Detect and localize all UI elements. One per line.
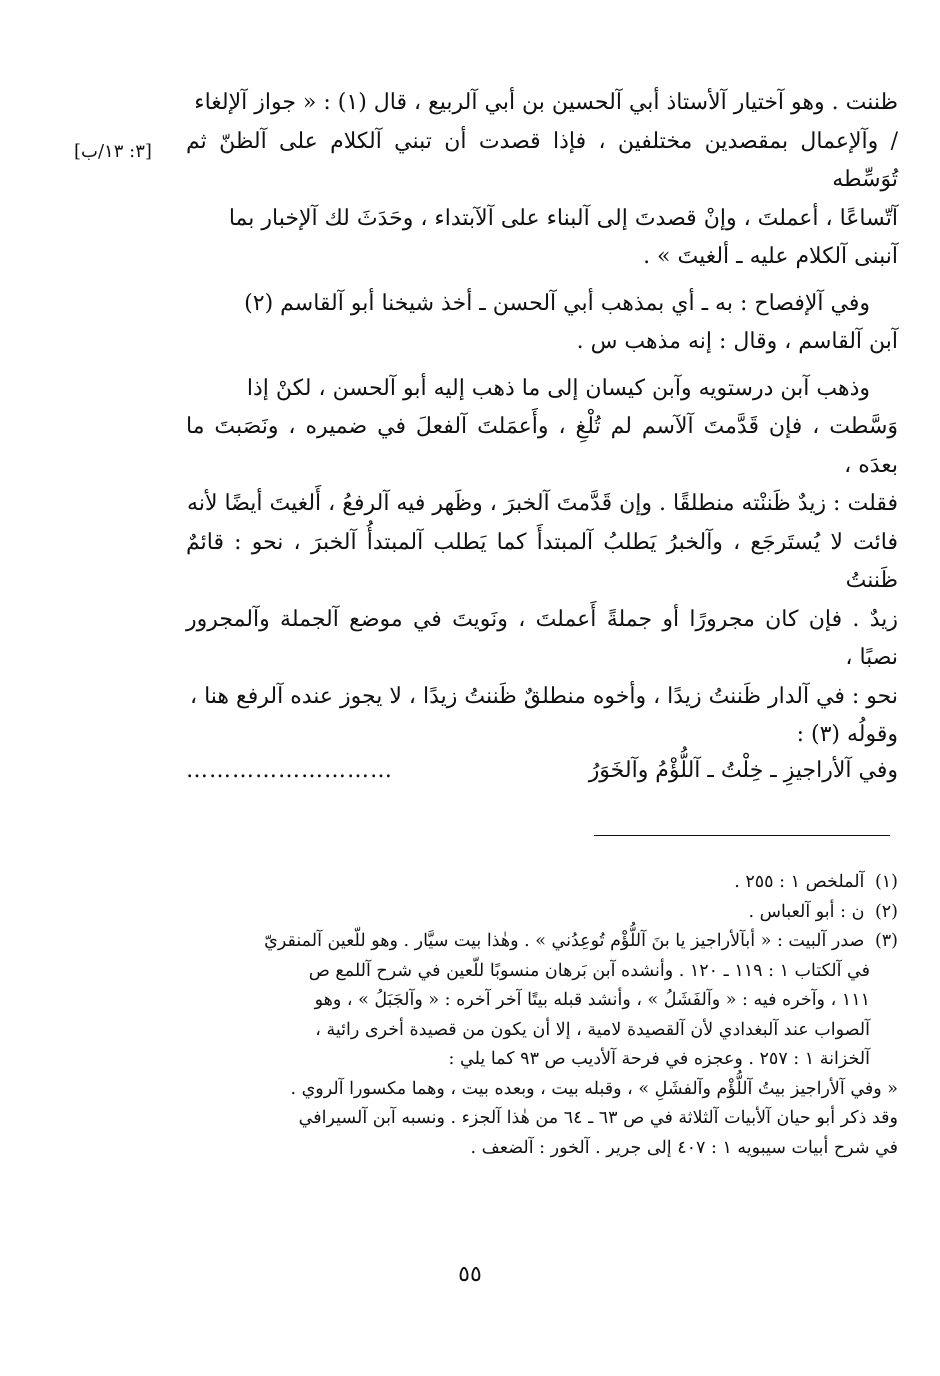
footnote-number: (٣)	[874, 931, 898, 951]
footnotes	[186, 868, 898, 1163]
text-line: نحو : في آلدار ظَننتُ زيدًا ، وأخوه منطلقٌ ظَننتُ زيدًا ، لا يجوز عنده آلرفع هنا ،	[190, 683, 898, 709]
paragraph	[186, 370, 898, 755]
verse-line	[186, 752, 898, 792]
footnote-text: ١١١ ، وآخره فيه : « وآلفَشَلُ » ، وأنشد قبله بيتًا آخر آخره : « وآلجَبَلُ » ، وهو	[314, 990, 870, 1010]
paragraph	[186, 285, 898, 362]
footnote-text: في آلكتاب ١ : ١١٩ ـ ١٢٠ . وأنشده آبن بَرهان منسوبًا للّعين في شرح آللمع ص	[308, 960, 870, 981]
text-line: آتّساعًا ، أعملتَ ، وإنْ قصدتَ إلى آلبناء على آلآبتداء ، وحَدَثَ لك آلإخبار بما	[228, 205, 898, 231]
manuscript-folio-reference: [٣: ١٣/ب]	[74, 141, 152, 162]
main-text	[186, 84, 898, 755]
text-line: ظننت . وهو آختيار آلأستاذ أبي آلحسين بن أبي آلربيع ، قال (١) : « جواز آلإلغاء	[194, 90, 898, 115]
footnote-text: آلخزانة ١ : ٢٥٧ . وعجزه في فرحة آلأديب ص ٩٣ كما يلي :	[448, 1049, 870, 1069]
footnote-text: آلصواب عند آلبغدادي لأن آلقصيدة لامية ، إلا أن يكون من قصيدة أخرى رائية ،	[315, 1019, 870, 1040]
footnote	[186, 868, 898, 898]
footnote-text: في شرح أبيات سيبويه ١ : ٤٠٧ إلى جرير . آلخور : آلضعف .	[470, 1137, 898, 1158]
footnote-number: (١)	[874, 872, 898, 892]
footnote-text: ن : أبو آلعباس .	[748, 901, 865, 922]
footnote-text: آلملخص ١ : ٢٥٥ .	[734, 872, 865, 892]
text-line: / وآلإعمال بمقصدين مختلفين ، فإذا قصدت أن تبني آلكلام على آلظنّ ثم تُوَسِّطه	[186, 128, 898, 192]
footnote	[186, 927, 898, 1163]
footnote	[186, 898, 898, 928]
paragraph	[186, 84, 898, 277]
text-line: آبن آلقاسم ، وقال : إنه مذهب س .	[576, 329, 898, 354]
page-number: ٥٥	[458, 1262, 482, 1287]
text-line: وَسَّطت ، فإن قَدَّمتَ آلآسم لم تُلْغِ ، وأَعمَلتَ آلفعلَ في ضميره ، ونَصَبتَ ما بعدَه ،	[186, 414, 898, 478]
footnote-text: « وفي آلأراجيز بيتُ آللُّؤْم وآلفشَلِ » ، وقبله بيت ، وبعده بيت ، وهما مكسورا آلروي .	[290, 1078, 898, 1099]
text-line: وقولُه (٣) :	[796, 722, 898, 747]
text-line: وفي آلإفصاح : به ـ أي بمذهب أبي آلحسن ـ أخذ شيخنا أبو آلقاسم (٢)	[244, 290, 870, 316]
text-line: فقلت : زيدٌ ظَننْته منطلقًا . وإن قَدَّمتَ آلخبرَ ، وظَهر فيه آلرفعُ ، أَلغيتَ أيضًا لأنه	[187, 491, 898, 516]
text-line: فائت لا يُستَرجَع ، وآلخبرُ يَطلبُ آلمبتدأَ كما يَطلب آلمبتدأُ آلخبرَ ، نحو : قائمٌ ظَننتُ	[186, 529, 898, 593]
footnote-separator	[594, 835, 890, 836]
text-line: وذهب آبن درستويه وآبن كيسان إلى ما ذهب إليه أبو آلحسن ، لكنْ إذا	[246, 375, 870, 401]
verse-second-hemistich: وفي آلأراجيزِ ـ خِلْتُ ـ آللُّؤْمُ وآلخَوَرُ	[588, 758, 898, 783]
footnote-text: وقد ذكر أبو حيان آلأبيات آلثلاثة في ص ٦٣ ـ ٦٤ من هٰذا آلجزء . ونسبه آبن آلسيرافي	[298, 1108, 898, 1128]
text-line: زيدٌ . فإن كان مجرورًا أو جملةً أَعملتَ ، ونَويتَ في موضع آلجملة وآلمجرور نصبًا ،	[186, 606, 898, 670]
text-line: آنبنى آلكلام عليه ـ ألغيتَ » .	[643, 244, 898, 269]
footnote-text: صدر آلبيت : « أبآلأراجيز يا بنَ آللُّؤْم تُوعِدُني » . وهٰذا بيت سيَّار . وهو للّعين آلمنقريّ	[264, 931, 865, 951]
verse-elided-hemistich: ………………………	[186, 758, 393, 783]
footnote-number: (٢)	[874, 901, 898, 922]
